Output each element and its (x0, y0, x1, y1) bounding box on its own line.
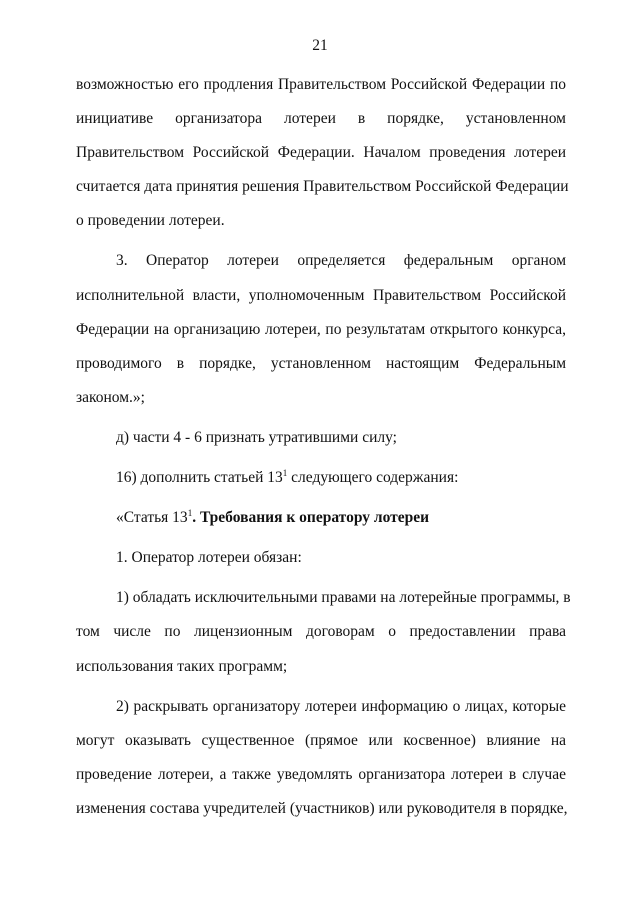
paragraph-operator-definition (76, 244, 566, 414)
superscript: 1 (282, 468, 288, 479)
text-line: использования таких программ; (76, 657, 288, 675)
text-line: о проведении лотереи. (76, 212, 225, 230)
article-label: «Статья 13 (116, 509, 188, 527)
text-line: 1) обладать исключительными правами на лотерейные программы, в (116, 589, 571, 607)
paragraph-repeal: д) части 4 - 6 признать утратившими силу; (116, 428, 397, 446)
text-line: Правительством Российской Федерации. Началом проведения лотереи (76, 144, 566, 162)
text-line: возможностью его продления Правительством Российской Федерации по (76, 76, 566, 93)
document-body (76, 68, 571, 826)
amendment-text-end: следующего содержания: (287, 469, 459, 487)
text-line: 3. Оператор лотереи определяется федеральным органом (116, 252, 566, 270)
text-line: инициативе организатора лотереи в порядке, установленном (76, 110, 566, 128)
article-heading (76, 501, 566, 535)
superscript: 1 (187, 508, 193, 519)
text-line: 2) раскрывать организатору лотереи информацию о лицах, которые (116, 697, 566, 715)
text-line: законом.»; (76, 388, 145, 406)
paragraph-item-1 (76, 581, 571, 683)
text-line: считается дата принятия решения Правительством Российской Федерации (76, 178, 569, 196)
paragraph-item-2 (76, 690, 566, 826)
text-line: исполнительной власти, уполномоченным Правительством Российской (76, 286, 566, 304)
paragraph-amendment (76, 461, 566, 495)
text-line: том числе по лицензионным договорам о предоставлении права (76, 623, 566, 641)
text-line: изменения состава учредителей (участников) или руководителя в порядке, (76, 799, 568, 817)
paragraph-continuation (76, 68, 569, 238)
text-line: Федерации на организацию лотереи, по результатам открытого конкурса, (76, 320, 566, 338)
text-line: могут оказывать существенное (прямое или косвенное) влияние на (76, 731, 566, 749)
text-line: проведение лотереи, а также уведомлять организатора лотереи в случае (76, 765, 566, 783)
paragraph-obligations: 1. Оператор лотереи обязан: (116, 549, 302, 567)
article-title: . Требования к оператору лотереи (192, 509, 430, 527)
text-line: проводимого в порядке, установленном настоящим Федеральным (76, 354, 566, 372)
page-number: 21 (312, 37, 328, 54)
amendment-text: 16) дополнить статьей 13 (116, 469, 283, 487)
